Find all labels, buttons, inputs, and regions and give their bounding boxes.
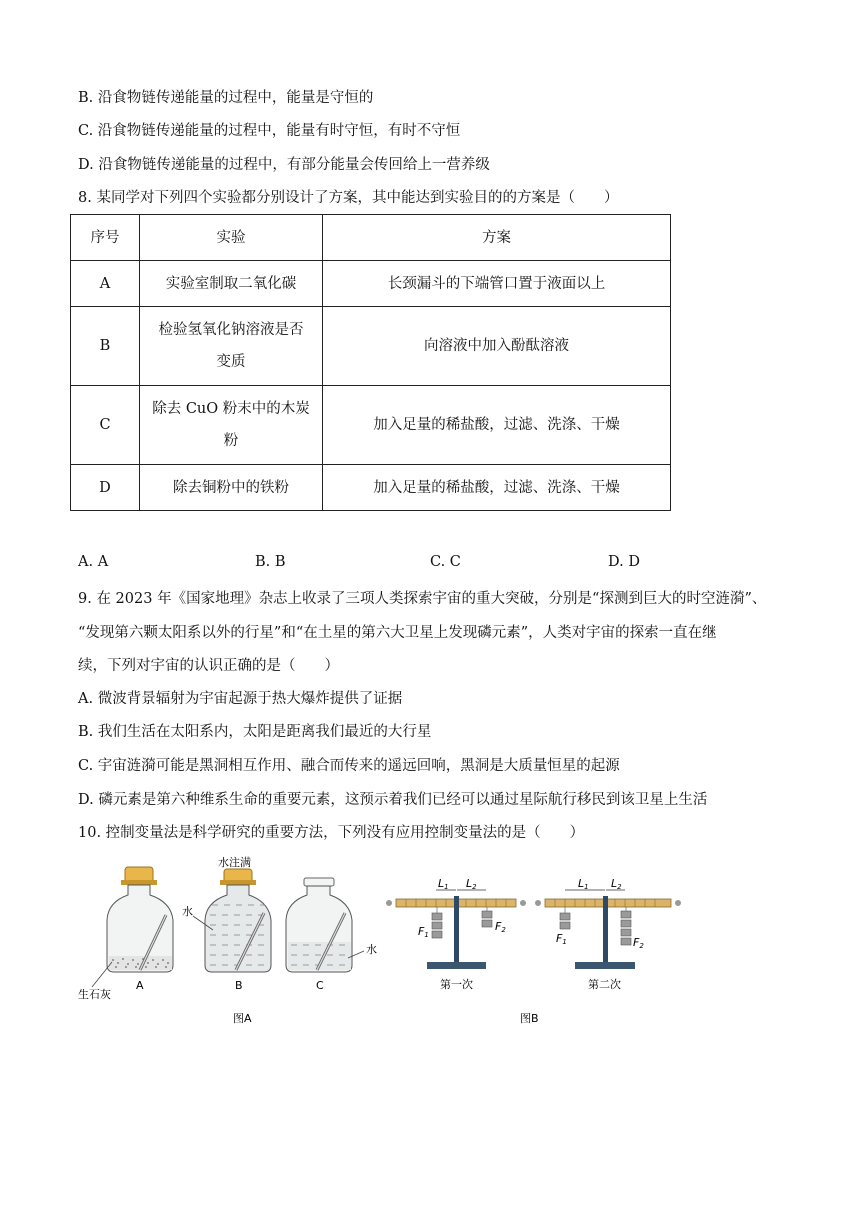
weights-right-2 <box>621 907 631 945</box>
bottle-c-label: C <box>316 979 324 992</box>
option-c-prev: C. 沿食物链传递能量的过程中，能量有时守恒，有时不守恒 <box>78 123 461 139</box>
f2-label-2: F2 <box>633 936 644 950</box>
question-9-option-a[interactable]: A. 微波背景辐射为宇宙起源于热大爆炸提供了证据 <box>78 691 403 707</box>
header-experiment: 实验 <box>140 215 323 261</box>
quicklime-label: 生石灰 <box>78 988 111 1001</box>
base-1 <box>427 962 486 969</box>
row-id: A <box>71 261 140 307</box>
question-9-option-d[interactable]: D. 磷元素是第六种维系生命的重要元素，这预示着我们已经可以通过星际航行移民到该卫星上生活 <box>78 792 708 808</box>
f1-label-2: F1 <box>556 932 567 946</box>
bottle-a <box>107 867 173 972</box>
water-label-b: 水 <box>182 905 193 918</box>
row-plan: 向溶液中加入酚酞溶液 <box>323 307 671 386</box>
weights-left-2 <box>560 907 570 929</box>
question-8-stem: 8. 某同学对下列四个实验都分别设计了方案，其中能达到实验目的的方案是（ ） <box>78 190 619 206</box>
header-number: 序号 <box>71 215 140 261</box>
option-b-prev: B. 沿食物链传递能量的过程中，能量是守恒的 <box>78 90 374 106</box>
bottle-b-body <box>205 885 271 972</box>
row-experiment-line2: 粉 <box>223 433 239 449</box>
water-full-label: 水注满 <box>218 856 251 869</box>
row-plan: 加入足量的稀盐酸，过滤、洗涤、干燥 <box>323 386 671 465</box>
l1-label-2: L1 <box>578 877 589 891</box>
lever-first <box>386 877 526 991</box>
row-id: B <box>71 307 140 386</box>
base-2 <box>575 962 635 969</box>
row-id: C <box>71 386 140 465</box>
option-d[interactable]: D. D <box>608 554 640 570</box>
stand-1 <box>454 896 459 962</box>
l1-label-1: L1 <box>438 877 449 891</box>
figure-a-caption: 图A <box>233 1012 252 1025</box>
figure-a <box>78 855 377 1025</box>
figure-b <box>386 877 681 1025</box>
option-d-prev: D. 沿食物链传递能量的过程中，有部分能量会传回给上一营养级 <box>78 157 490 173</box>
f2-label-1: F2 <box>495 920 506 934</box>
question-9-stem-line3: 续，下列对宇宙的认识正确的是（ ） <box>78 658 339 674</box>
option-c[interactable]: C. C <box>430 554 461 570</box>
bottle-b <box>205 855 271 972</box>
cork-a-rim <box>121 880 157 885</box>
bottle-a-label: A <box>136 979 144 992</box>
row-experiment-line1: 除去 CuO 粉末中的木炭 <box>152 401 310 417</box>
question-9-stem-line2: “发现第六颗太阳系以外的行星”和“在土星的第六大卫星上发现磷元素”，人类对宇宙的探索一直在继 <box>78 625 717 641</box>
cap-c <box>304 878 334 886</box>
stand-2 <box>603 896 608 962</box>
row-plan: 长颈漏斗的下端管口置于液面以上 <box>323 261 671 307</box>
second-label: 第二次 <box>588 978 621 991</box>
row-experiment: 除去铜粉中的铁粉 <box>140 465 323 511</box>
row-experiment-line1: 检验氢氧化钠溶液是否 <box>158 322 304 338</box>
row-plan: 加入足量的稀盐酸，过滤、洗涤、干燥 <box>323 465 671 511</box>
row-experiment-line2: 变质 <box>216 354 246 370</box>
header-plan: 方案 <box>323 215 671 261</box>
weights-left-1 <box>432 907 442 938</box>
lever-second <box>535 877 681 991</box>
question-9-stem-line1: 9. 在 2023 年《国家地理》杂志上收录了三项人类探索宇宙的重大突破，分别是“探测到巨大的时空涟漪”、 <box>78 591 767 607</box>
question-9-option-b[interactable]: B. 我们生活在太阳系内，太阳是距离我们最近的大行星 <box>78 724 432 740</box>
first-label: 第一次 <box>440 978 473 991</box>
water-label-c: 水 <box>366 943 377 956</box>
f1-label-1: F1 <box>418 925 429 939</box>
weights-right-1 <box>482 907 492 927</box>
row-experiment: 实验室制取二氧化碳 <box>140 261 323 307</box>
question-9-option-c[interactable]: C. 宇宙涟漪可能是黑洞相互作用、融合而传来的遥远回响，黑洞是大质量恒星的起源 <box>78 758 620 774</box>
option-b[interactable]: B. B <box>255 554 286 570</box>
question-10-stem: 10. 控制变量法是科学研究的重要方法，下列没有应用控制变量法的是（ ） <box>78 825 585 841</box>
bottle-b-label: B <box>235 979 243 992</box>
l2-label-2: L2 <box>611 877 622 891</box>
bottle-c <box>286 878 352 972</box>
option-a[interactable]: A. A <box>78 554 109 570</box>
row-id: D <box>71 465 140 511</box>
figure-b-caption: 图B <box>520 1012 539 1025</box>
l2-label-1: L2 <box>466 877 477 891</box>
